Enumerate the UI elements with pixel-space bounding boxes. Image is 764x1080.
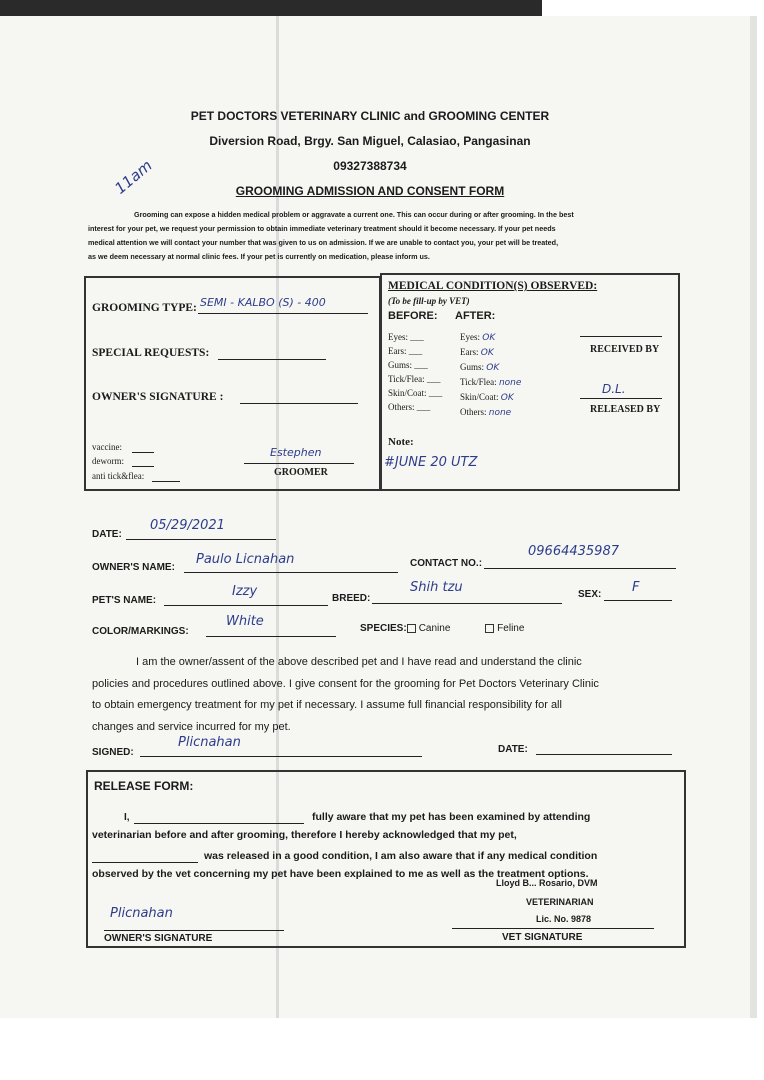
sex-value[interactable]: F <box>632 580 640 595</box>
released-by-line[interactable] <box>580 398 662 399</box>
before-item-others[interactable]: Others: ___ <box>388 402 431 412</box>
consent-line: to obtain emergency treatment for my pet if necessary. I assume full financial responsibility for all <box>92 699 562 711</box>
before-list <box>388 330 442 414</box>
before-item-ears[interactable]: Ears: ___ <box>388 346 423 356</box>
groomer-signature: Estephen <box>270 446 322 459</box>
signed-line <box>140 756 422 757</box>
vet-signature-line[interactable] <box>452 928 654 929</box>
owners-signature-label: OWNER'S SIGNATURE : <box>92 391 224 403</box>
sex-label: SEX: <box>578 589 602 600</box>
contact-value[interactable]: 09664435987 <box>528 544 619 559</box>
intro-paragraph <box>88 208 680 264</box>
before-label: BEFORE: <box>388 310 438 322</box>
intro-line: as we deem necessary at normal clinic fees. If your pet is currently on medication, please inform us. <box>88 252 430 261</box>
after-list <box>460 330 521 420</box>
consent-date-field[interactable] <box>536 754 672 755</box>
after-item-tick[interactable]: Tick/Flea: none <box>460 377 522 388</box>
before-item-skin[interactable]: Skin/Coat: ___ <box>388 388 443 398</box>
color-line <box>206 636 336 637</box>
after-item-eyes[interactable]: Eyes: OK <box>460 332 496 343</box>
species-row <box>360 623 524 634</box>
release-owner-signature[interactable]: Plicnahan <box>110 906 173 921</box>
release-line: fully aware that my pet has been examined by attending <box>312 811 591 823</box>
release-owner-line <box>104 930 284 931</box>
grooming-type-value[interactable]: SEMI - KALBO (S) - 400 <box>200 296 326 309</box>
breed-label: BREED: <box>332 593 371 604</box>
release-line: observed by the vet concerning my pet have been explained to me as well as the treatment options. <box>92 868 589 880</box>
before-item-eyes[interactable]: Eyes: ___ <box>388 332 424 342</box>
vet-name: Lloyd B... Rosario, DVM <box>496 878 598 888</box>
color-label: COLOR/MARKINGS: <box>92 626 189 637</box>
sex-line <box>604 600 672 601</box>
after-item-others[interactable]: Others: none <box>460 407 512 418</box>
owner-name-value[interactable]: Paulo Licnahan <box>196 552 295 567</box>
vaccine-label: vaccine: <box>92 442 122 452</box>
intro-line: interest for your pet, we request your permission to obtain immediate veterinary treatment should it become necessary. If your pet needs <box>88 224 556 233</box>
groomer-label: GROOMER <box>274 467 328 478</box>
vet-title: VETERINARIAN <box>526 897 594 907</box>
pet-name-value[interactable]: Izzy <box>232 584 258 599</box>
breed-value[interactable]: Shih tzu <box>410 580 463 595</box>
species-label: SPECIES: <box>360 623 407 634</box>
clinic-address: Diversion Road, Brgy. San Miguel, Calasiao, Pangasinan <box>209 134 531 148</box>
received-by-label: RECEIVED BY <box>590 344 660 355</box>
vet-signature-label: VET SIGNATURE <box>502 932 583 943</box>
intro-line: medical attention we will contact your number that was given to us on admission. If we are unable to contact you, your pet will be treated, <box>88 238 559 247</box>
release-pet-name-field[interactable] <box>92 862 198 863</box>
vet-license: Lic. No. 9878 <box>536 914 592 924</box>
grooming-type-line <box>198 313 368 314</box>
owner-name-label: OWNER'S NAME: <box>92 562 175 573</box>
form-title: GROOMING ADMISSION AND CONSENT FORM <box>235 184 505 198</box>
deworm-label: deworm: <box>92 456 124 466</box>
signed-signature[interactable]: Plicnahan <box>178 735 241 750</box>
consent-paragraph <box>92 652 682 738</box>
margin-note: 11am <box>111 156 156 198</box>
consent-line: I am the owner/assent of the above described pet and I have read and understand the clinic <box>136 656 582 668</box>
special-requests-label: SPECIAL REQUESTS: <box>92 347 210 359</box>
feline-label: Feline <box>497 623 525 634</box>
date-label: DATE: <box>92 529 122 540</box>
after-item-skin[interactable]: Skin/Coat: OK <box>460 392 514 403</box>
release-line: was released in a good condition, I am also aware that if any medical condition <box>204 850 598 862</box>
note-label: Note: <box>388 436 414 448</box>
intro-line: Grooming can expose a hidden medical problem or aggravate a current one. This can occur during or after grooming. In the best <box>134 210 574 219</box>
consent-line: policies and procedures outlined above. I give consent for the grooming for Pet Doctors Veterinary Clinic <box>92 677 599 690</box>
after-item-ears[interactable]: Ears: OK <box>460 347 494 358</box>
owner-name-line <box>184 572 398 573</box>
consent-date-label: DATE: <box>498 744 528 755</box>
feline-checkbox[interactable] <box>485 624 494 633</box>
released-by-signature: D.L. <box>602 382 626 396</box>
after-label: AFTER: <box>455 310 496 322</box>
signed-label: SIGNED: <box>92 747 134 758</box>
pet-name-line <box>164 605 328 606</box>
canine-label: Canine <box>418 623 451 634</box>
vaccine-field[interactable] <box>132 452 154 453</box>
pet-name-label: PET'S NAME: <box>92 595 157 606</box>
contact-line <box>484 568 676 569</box>
deworm-field[interactable] <box>132 466 154 467</box>
received-by-line[interactable] <box>580 336 662 337</box>
release-owner-signature-label: OWNER'S SIGNATURE <box>104 933 213 944</box>
anti-tick-label: anti tick&flea: <box>92 471 145 481</box>
contact-label: CONTACT NO.: <box>410 558 483 569</box>
canine-checkbox[interactable] <box>407 624 416 633</box>
breed-line <box>372 603 562 604</box>
color-value[interactable]: White <box>226 614 264 629</box>
owners-signature-field[interactable] <box>240 403 358 404</box>
groomer-line <box>244 463 354 464</box>
release-line: veterinarian before and after grooming, therefore I hereby acknowledged that my pet, <box>92 829 517 841</box>
clinic-phone: 09327388734 <box>333 159 407 173</box>
anti-tick-field[interactable] <box>152 481 180 482</box>
consent-line: changes and service incurred for my pet. <box>92 720 291 733</box>
release-owner-name-field[interactable] <box>134 823 304 824</box>
release-i-label: I, <box>124 812 130 823</box>
date-value[interactable]: 05/29/2021 <box>150 518 225 533</box>
before-item-gums[interactable]: Gums: ___ <box>388 360 428 370</box>
released-by-label: RELEASED BY <box>590 404 661 415</box>
grooming-type-label: GROOMING TYPE: <box>92 302 197 314</box>
after-item-gums[interactable]: Gums: OK <box>460 362 500 373</box>
scan-top-border <box>0 0 764 16</box>
clinic-name: PET DOCTORS VETERINARY CLINIC and GROOMING CENTER <box>190 109 550 123</box>
release-title: RELEASE FORM: <box>94 779 194 793</box>
date-line <box>126 539 276 540</box>
before-item-tick[interactable]: Tick/Flea: ___ <box>388 374 441 384</box>
medical-subtitle: (To be fill-up by VET) <box>388 296 470 306</box>
special-requests-field[interactable] <box>218 359 326 360</box>
note-value[interactable]: #JUNE 20 UTZ <box>384 455 478 470</box>
medical-title: MEDICAL CONDITION(S) OBSERVED: <box>388 280 598 292</box>
